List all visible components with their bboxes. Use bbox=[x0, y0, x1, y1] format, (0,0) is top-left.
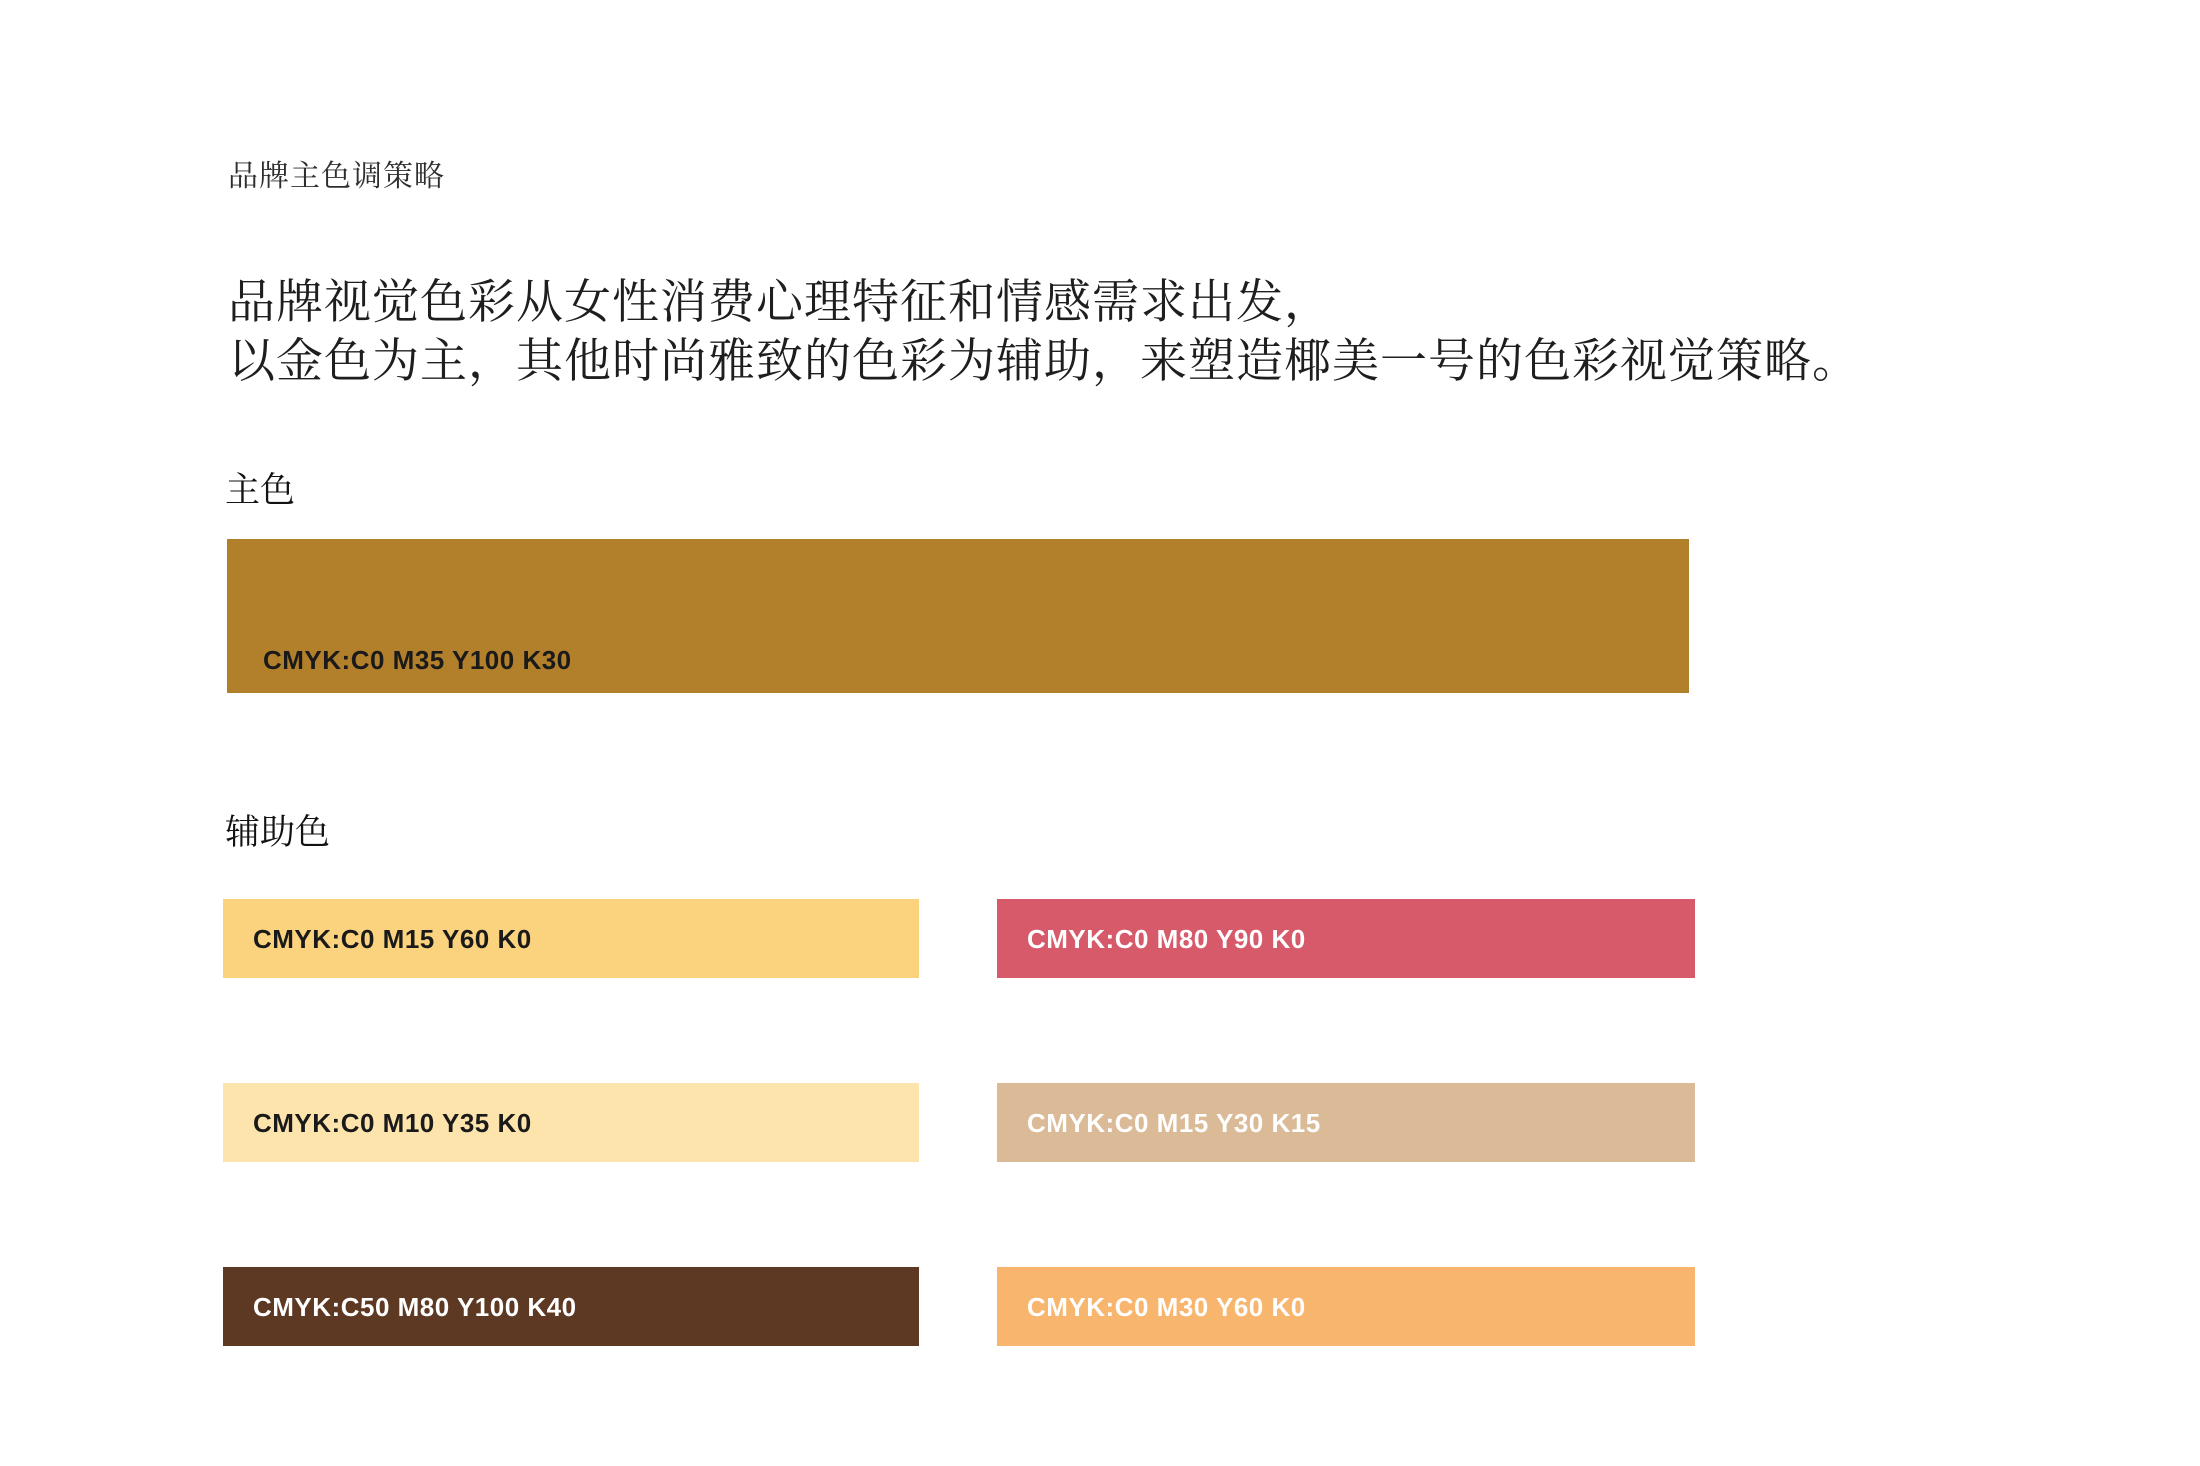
primary-swatch-cmyk-label: CMYK:C0 M35 Y100 K30 bbox=[263, 645, 572, 675]
aux-swatch-cmyk-label: CMYK:C0 M80 Y90 K0 bbox=[1027, 923, 1306, 954]
auxiliary-color-heading: 辅助色 bbox=[225, 813, 331, 852]
auxiliary-swatch-grid bbox=[223, 899, 1695, 1346]
aux-color-swatch bbox=[997, 1267, 1695, 1346]
page-kicker-title: 品牌主色调策略 bbox=[228, 160, 445, 193]
aux-swatch-cmyk-label: CMYK:C0 M15 Y30 K15 bbox=[1027, 1107, 1321, 1138]
intro-line-1: 品牌视觉色彩从女性消费心理特征和情感需求出发， bbox=[228, 277, 1332, 329]
aux-swatch-cmyk-label: CMYK:C0 M15 Y60 K0 bbox=[253, 923, 532, 954]
aux-swatch-cmyk-label: CMYK:C0 M30 Y60 K0 bbox=[1027, 1291, 1306, 1322]
aux-color-swatch bbox=[997, 1083, 1695, 1162]
primary-color-swatch bbox=[227, 539, 1689, 693]
aux-color-swatch bbox=[223, 1083, 919, 1162]
aux-color-swatch bbox=[223, 899, 919, 978]
intro-paragraph bbox=[228, 274, 1860, 392]
primary-color-heading: 主色 bbox=[225, 471, 296, 510]
aux-color-swatch bbox=[223, 1267, 919, 1346]
aux-swatch-cmyk-label: CMYK:C0 M10 Y35 K0 bbox=[253, 1107, 532, 1138]
aux-color-swatch bbox=[997, 899, 1695, 978]
aux-swatch-cmyk-label: CMYK:C50 M80 Y100 K40 bbox=[253, 1291, 577, 1322]
intro-line-2: 以金色为主，其他时尚雅致的色彩为辅助，来塑造椰美一号的色彩视觉策略。 bbox=[228, 336, 1860, 388]
